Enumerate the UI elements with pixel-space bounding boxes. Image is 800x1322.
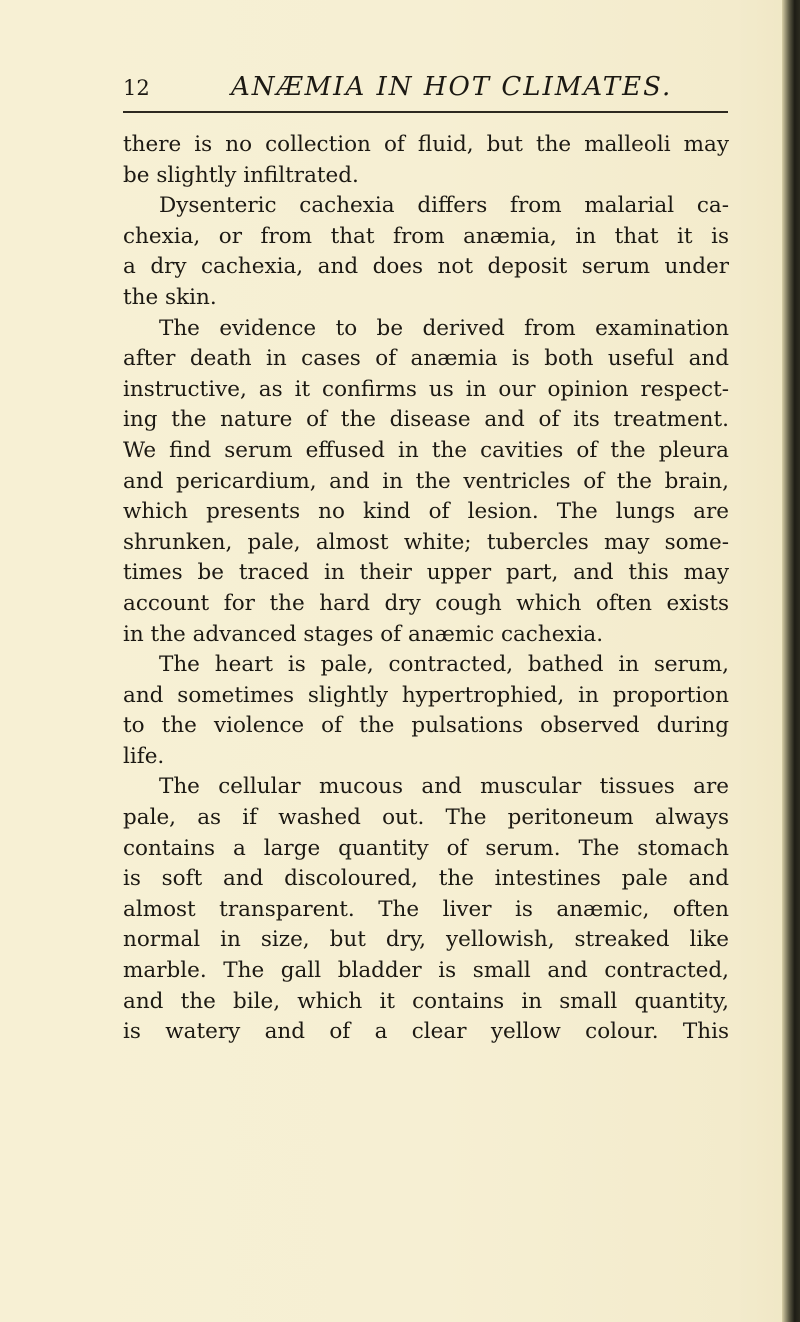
text-line: The cellular mucous and muscular tissues are <box>159 774 729 800</box>
text-line: to the violence of the pulsations observed during <box>123 713 729 739</box>
running-title: ANÆMIA IN HOT CLIMATES. <box>231 72 673 102</box>
text-line: the skin. <box>123 284 217 310</box>
page-edge <box>782 0 800 1322</box>
text-line: which presents no kind of lesion. The lungs are <box>123 499 729 525</box>
text-line: marble. The gall bladder is small and contracted, <box>123 958 729 984</box>
text-line: pale, as if washed out. The peritoneum always <box>123 805 729 831</box>
text-line: is soft and discoloured, the intestines pale and <box>123 866 729 892</box>
text-line: chexia, or from that from anæmia, in that it is <box>123 223 729 249</box>
text-line: after death in cases of anæmia is both useful and <box>123 346 729 372</box>
text-line: account for the hard dry cough which often exists <box>123 590 729 616</box>
text-line: be slightly infiltrated. <box>123 162 359 188</box>
text-line: Dysenteric cachexia differs from malarial ca- <box>159 193 729 219</box>
text-line: there is no collection of fluid, but the malleoli may <box>123 132 729 157</box>
text-line: and sometimes slightly hypertrophied, in proportion <box>123 682 729 708</box>
text-line: We find serum effused in the cavities of the pleura <box>123 437 729 463</box>
text-line: contains a large quantity of serum. The stomach <box>123 835 729 861</box>
header-rule <box>123 111 728 113</box>
text-line: and pericardium, and in the ventricles of the brain, <box>123 468 729 494</box>
text-line: shrunken, pale, almost white; tubercles may some- <box>123 529 729 555</box>
text-line: The evidence to be derived from examination <box>159 315 729 341</box>
text-line: ing the nature of the disease and of its treatment. <box>123 407 729 433</box>
body-text <box>123 130 729 1048</box>
text-line: is watery and of a clear yellow colour. This <box>123 1019 729 1045</box>
text-line: normal in size, but dry, yellowish, streaked like <box>123 927 729 953</box>
page-header <box>123 72 728 106</box>
text-line: life. <box>123 743 165 769</box>
text-line: instructive, as it confirms us in our opinion respect- <box>123 376 729 402</box>
text-line: a dry cachexia, and does not deposit serum under <box>123 254 729 280</box>
text-line: in the advanced stages of anæmic cachexia. <box>123 621 604 647</box>
text-line: The heart is pale, contracted, bathed in serum, <box>159 652 729 678</box>
page-number: 12 <box>123 76 150 100</box>
text-line: and the bile, which it contains in small quantity, <box>123 988 729 1014</box>
text-line: times be traced in their upper part, and this may <box>123 560 729 586</box>
text-line: almost transparent. The liver is anæmic, often <box>123 896 729 922</box>
